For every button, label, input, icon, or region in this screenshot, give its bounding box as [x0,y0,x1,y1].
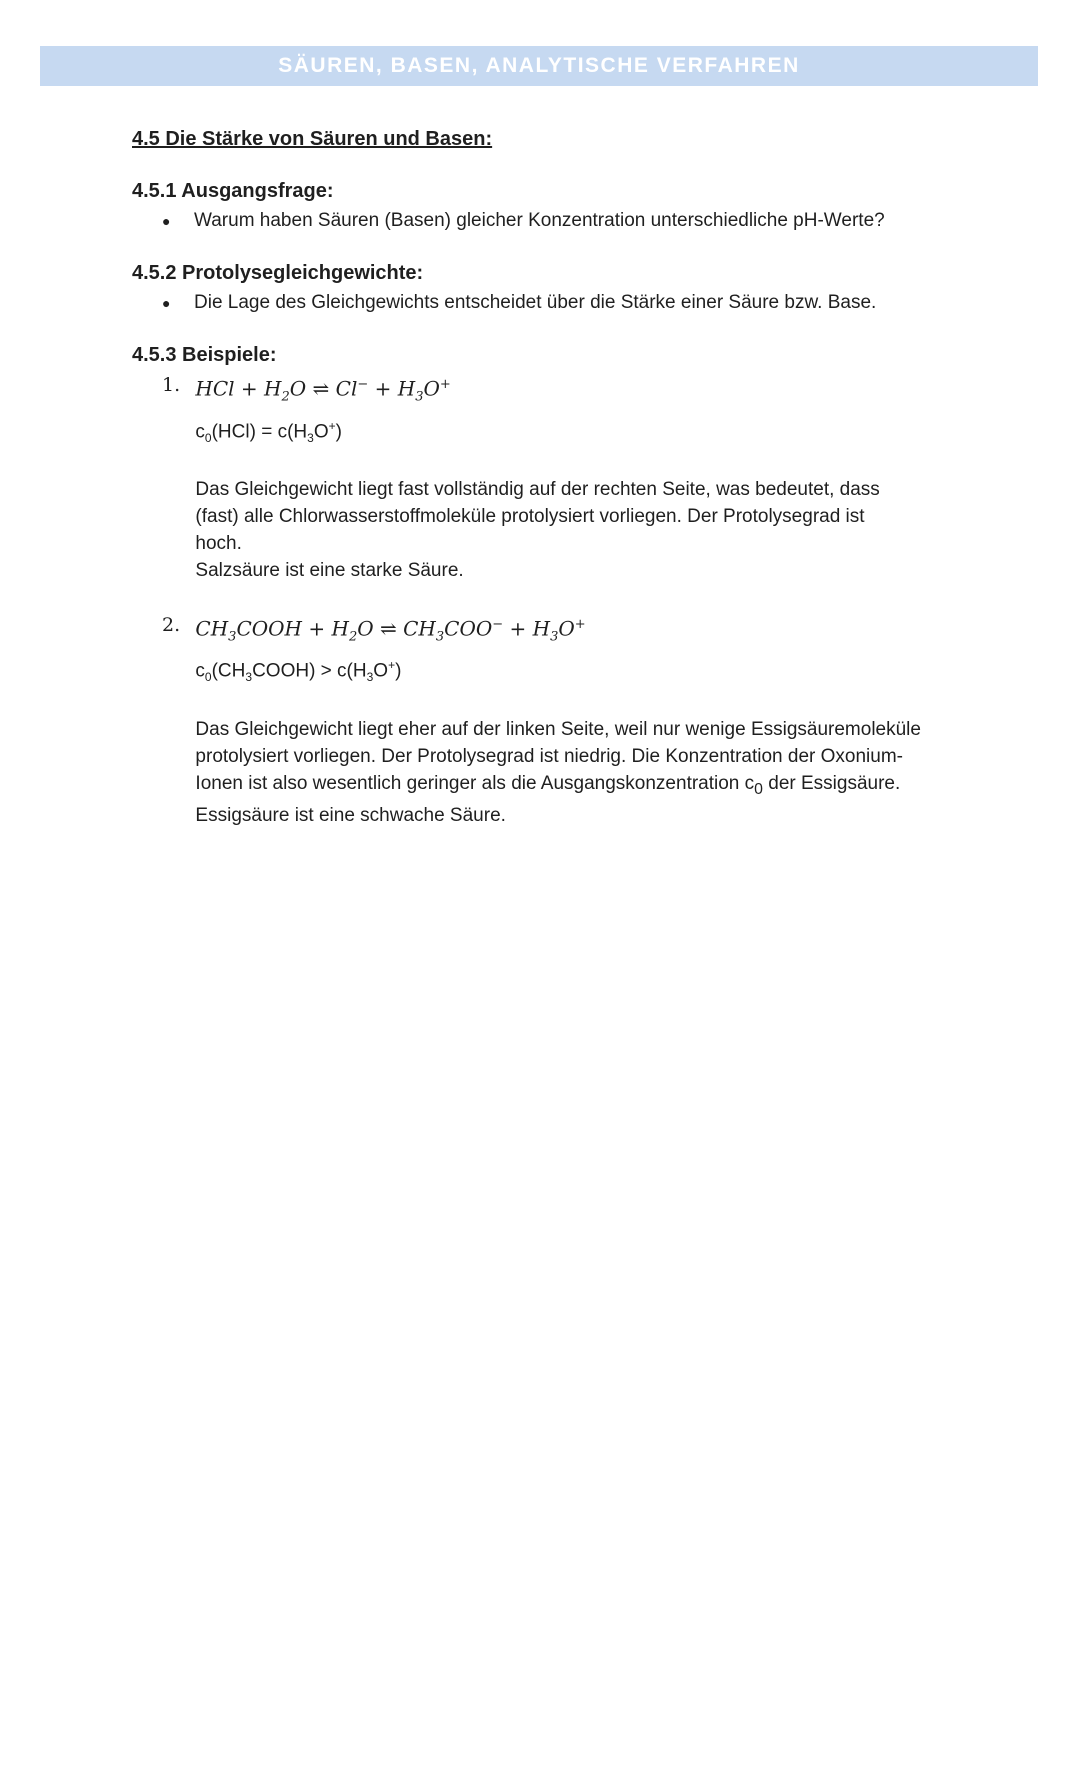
subsection-title: 4.5.2 Protolysegleichgewichte: [132,262,424,284]
concentration-relation: $c_0(CH_3COOH) > c(H_3O^+)$ [195,658,402,685]
reaction-equation: HCl + $H_2O$ ⇌ $Cl^- + H_3O^+$ [195,376,451,405]
subsection-ausgangsfrage [132,176,962,236]
chapter-header-title: SÄUREN, BASEN, ANALYTISCHE VERFAHREN [278,54,800,77]
bullet-dot-icon: ● [162,213,171,229]
paragraph-line: Salzsäure ist eine starke Säure. [195,559,464,581]
paragraph-line: hoch. [195,532,242,554]
examples-list [132,370,962,829]
paragraph-line: Das Gleichgewicht liegt eher auf der linken Seite, weil nur wenige Essigsäuremoleküle [195,718,921,740]
paragraph-line: Essigsäure ist eine schwache Säure. [195,805,506,827]
bullet-item [162,288,962,318]
example-number: 2. [162,613,181,636]
subsection-title: 4.5.1 Ausgangsfrage: [132,180,334,202]
subsection-title: 4.5.3 Beispiele: [132,344,277,366]
section-title: 4.5 Die Stärke von Säuren und Basen: [132,128,493,150]
example-item [162,370,962,584]
explanation-paragraph [195,476,962,584]
bullet-text: Die Lage des Gleichgewichts entscheidet über die Stärke einer Säure bzw. Base. [194,292,877,313]
paragraph-line: (fast) alle Chlorwasserstoffmoleküle protolysiert vorliegen. Der Protolysegrad ist [195,505,865,527]
subsection-protolysegleichgewichte [132,258,962,318]
explanation-paragraph [195,716,962,830]
paragraph-line: protolysiert vorliegen. Der Protolysegrad ist niedrig. Die Konzentration der Oxonium- [195,745,903,767]
document-content [132,124,962,829]
example-item [162,610,962,830]
concentration-relation: $c_0(HCl) = c(H_3O^+)$ [195,418,342,445]
subsection-beispiele [132,340,962,829]
example-number: 1. [162,374,181,396]
bullet-dot-icon: ● [162,295,171,311]
paragraph-line: Ionen ist also wesentlich geringer als die Ausgangskonzentration $c_0$ der Essigsäure. [195,772,901,798]
bullet-item [162,206,962,236]
paragraph-line: Das Gleichgewicht liegt fast vollständig auf der rechten Seite, was bedeutet, dass [195,478,880,500]
bullet-text: Warum haben Säuren (Basen) gleicher Konzentration unterschiedliche pH-Werte? [194,210,885,231]
chapter-header-band [40,46,1038,86]
reaction-equation: $CH_3COOH + H_2O$ ⇌ $CH_3COO^- + H_3O^+$ [195,616,586,645]
